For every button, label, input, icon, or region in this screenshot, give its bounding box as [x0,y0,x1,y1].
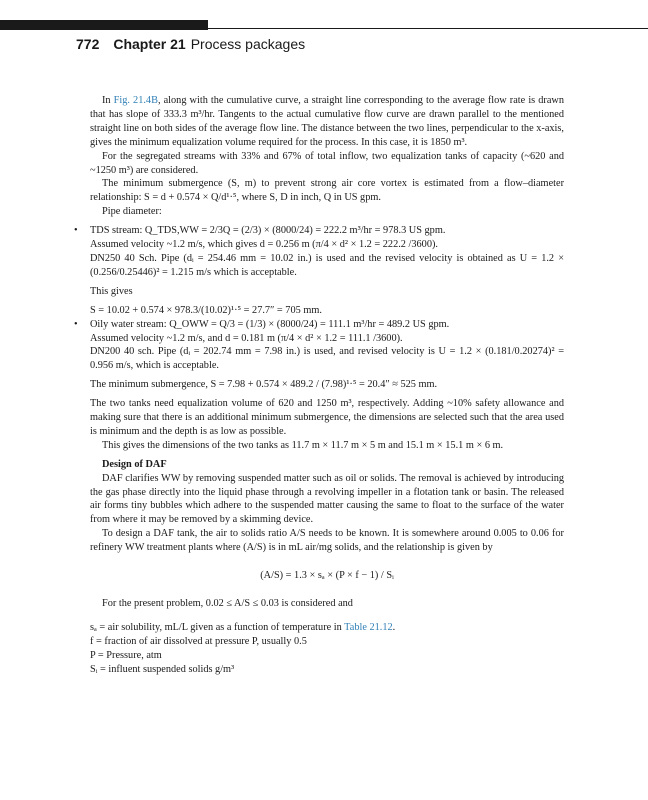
page-number: 772 [76,36,100,52]
bullet-dot: • [74,318,78,330]
equation-air-to-solids [90,555,564,597]
fig-21-4b-link[interactable]: Fig. 21.4B [113,95,158,106]
paragraph-segregated-streams: For the segregated streams with 33% and 67% of total inflow, two equalization tanks of capacity (~620 and ~1250 m³) are considered. [90,150,564,176]
paragraph-tank-dimensions: This gives the dimensions of the two tanks as 11.7 m × 11.7 m × 5 m and 15.1 m × 15.1 m × 6 m. [102,439,504,451]
definition-si: Sᵢ = influent suspended solids g/m³ [90,663,235,675]
tds-velocity: Assumed velocity ~1.2 m/s, which gives d = 0.256 m (π/4 × d² × 1.2 = 222.2 /3600). [90,239,438,251]
table-21-12-link[interactable]: Table 21.12 [344,622,393,633]
paragraph-min-submergence: The minimum submergence (S, m) to prevent strong air core vortex is estimated from a flow–diameter relationship: S = d + 0.574 × Q/d¹·⁵, where S, D in inch, Q in US gpm. [90,178,564,204]
paragraph-present-problem: For the present problem, 0.02 ≤ A/S ≤ 0.03 is considered and [102,598,353,610]
heading-design-of-daf: Design of DAF [102,458,167,470]
running-head [76,36,305,52]
definition-p: P = Pressure, atm [90,649,162,661]
header-rule-thick [0,20,208,30]
paragraph-equalization-volume: The two tanks need equalization volume of 620 and 1250 m³, respectively. Adding ~10% safety allowance and making sure that there is an additional minimum submergence, the dimensions are selected such that the area used is minimum and the depth is as low as possible. [90,398,564,437]
page-body [74,94,564,677]
paragraph-average-flow: In Fig. 21.4B, along with the cumulative curve, a straight line corresponding to the average flow rate is drawn that has slope of 333.3 m³/hr. Tangents to the actual cumulative flow curve are drawn parallel to the mentioned straight line on both sides of the average flow line. The distance between the two lines, perpendicular to the x-axis, gives the minimum equalization volume required for the process. In this case, it is 1850 m³. [90,95,564,148]
bullet-tds-stream [74,224,564,317]
definition-f: f = fraction of air dissolved at pressure P, usually 0.5 [90,635,307,647]
chapter-label: Chapter 21 [113,36,186,52]
definition-sa: sₐ = air solubility, mL/L given as a function of temperature in Table 21.12. [90,622,396,633]
paragraph-air-to-solids: To design a DAF tank, the air to solids ratio A/S needs to be known. It is somewhere around 0.005 to 0.06 for refinery WW treatment plants where (A/S) is in mL air/mg solids, and the relationship is given by [90,528,564,554]
tds-flow: TDS stream: Q_TDS,WW = 2/3Q = (2/3) × (8000/24) = 222.2 m³/hr = 978.3 US gpm. [90,225,446,237]
paragraph-daf-description: DAF clarifies WW by removing suspended matter such as oil or solids. The removal is achieved by introducing the gas phase directly into the liquid phase through a revolving impeller in a flotation tank or basin. The released air forms tiny bubbles which adhere to the suspended matter causing the same to float to the surface of the water from where it may be removed by a skimming device. [90,472,564,526]
tds-pipe: DN250 40 Sch. Pipe (dᵢ = 254.46 mm = 10.02 in.) is used and the revised velocity is obtained as U = 1.2 × (0.256/0.25446)² = 1.215 m/s which is acceptable. [90,252,564,278]
equation-text: (A/S) = 1.3 × sₐ × (P × f − 1) / Sᵢ [260,570,394,582]
header-rule-thin [208,28,648,29]
tds-submergence: S = 10.02 + 0.574 × 978.3/(10.02)¹·⁵ = 27.7″ = 705 mm. [90,304,322,316]
chapter-title: Process packages [190,36,306,52]
bullet-dot: • [74,225,78,237]
oww-velocity: Assumed velocity ~1.2 m/s, and d = 0.181 m (π/4 × d² × 1.2 = 111.1 /3600). [90,332,403,344]
bullet-oily-water-stream [74,318,564,393]
oww-flow: Oily water stream: Q_OWW = Q/3 = (1/3) × (8000/24) = 111.1 m³/hr = 489.2 US gpm. [90,318,450,330]
paragraph-pipe-diameter: Pipe diameter: [102,206,162,218]
oww-submergence: The minimum submergence, S = 7.98 + 0.574 × 489.2 / (7.98)¹·⁵ = 20.4″ ≈ 525 mm. [90,379,438,391]
tds-this-gives: This gives [90,285,133,297]
oww-pipe: DN200 40 sch. Pipe (dᵢ = 202.74 mm = 7.98 in.) is used, and revised velocity is U = 1.2 × (0.181/0.20274)² = 0.956 m/s, which is acceptable. [90,346,564,372]
